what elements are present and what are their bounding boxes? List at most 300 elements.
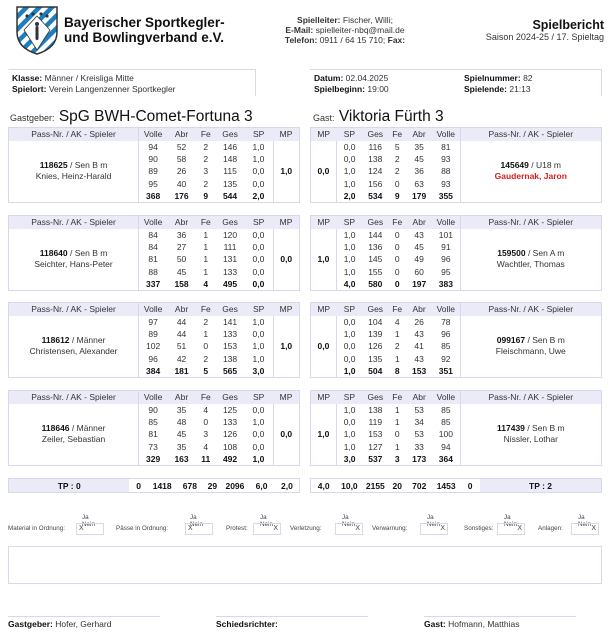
player-cell bbox=[460, 404, 601, 466]
score-cell: 51 bbox=[176, 341, 187, 352]
score-cell: 0,0 bbox=[244, 178, 273, 190]
score-cell: 0,0 bbox=[244, 441, 273, 453]
score-cell: 84 bbox=[139, 241, 168, 253]
player-name: Wachtler, Thomas bbox=[496, 259, 565, 270]
score-cell: 26 bbox=[176, 166, 187, 177]
score-cell: 0,0 bbox=[244, 328, 273, 340]
signature-guest-label: Gast: bbox=[424, 619, 446, 629]
signature-home-value: Hofer, Gerhard bbox=[55, 619, 112, 629]
ja-nein-header: Ja Nein bbox=[82, 514, 95, 528]
score-cell: 73 bbox=[139, 441, 168, 453]
col-sp: SP bbox=[244, 216, 273, 229]
col-ges: Ges bbox=[216, 128, 245, 141]
sum-cell: 565 bbox=[222, 366, 238, 376]
sum-cell: 383 bbox=[432, 278, 460, 290]
table-row bbox=[311, 229, 602, 241]
spielende-value: 21:13 bbox=[509, 84, 531, 94]
match-points: 0,0 bbox=[317, 166, 330, 177]
home-team-points: TP : 0 bbox=[9, 479, 130, 493]
spielbeginn-value: 19:00 bbox=[367, 84, 389, 94]
sum-cell: 0 bbox=[394, 279, 400, 289]
score-cell: 4 bbox=[203, 441, 209, 452]
sum-cell: 173 bbox=[412, 454, 427, 464]
sum-cell: 4 bbox=[203, 279, 209, 289]
check-box[interactable]: X bbox=[253, 523, 281, 535]
sum-cell: 3 bbox=[394, 454, 400, 464]
report-title: Spielbericht bbox=[532, 18, 604, 32]
age-class: / Sen B m bbox=[524, 423, 565, 434]
table-row bbox=[9, 229, 300, 241]
col-abr: Abr bbox=[406, 216, 432, 229]
score-cell: 133 bbox=[222, 266, 238, 277]
sum-cell: 1,0 bbox=[336, 365, 362, 377]
col-fe: Fe bbox=[388, 303, 406, 316]
spielort-value: Verein Langenzenner Sportkegler bbox=[48, 84, 176, 94]
ja-nein-header: Ja Nein bbox=[260, 514, 273, 528]
score-cell: 124 bbox=[368, 166, 383, 177]
pass-number: 118625 bbox=[39, 160, 68, 171]
season-info: Saison 2024-25 / 17. Spieltag bbox=[485, 32, 604, 42]
col-mp: MP bbox=[311, 216, 337, 229]
check-label: Verwarnung: bbox=[372, 525, 408, 532]
score-cell: 36 bbox=[414, 166, 424, 177]
score-cell: 120 bbox=[222, 229, 238, 240]
score-cell: 1 bbox=[203, 266, 209, 277]
spielort-label: Spielort: bbox=[12, 84, 47, 94]
report-title-block bbox=[486, 18, 604, 42]
score-cell: 0 bbox=[394, 242, 400, 253]
home-player-table bbox=[8, 127, 300, 203]
score-cell: 1,0 bbox=[336, 241, 362, 253]
match-time-box bbox=[310, 69, 602, 96]
guest-player-table bbox=[310, 127, 602, 203]
score-cell: 153 bbox=[222, 341, 238, 352]
check-label: Verletzung: bbox=[290, 525, 322, 532]
score-cell: 1,0 bbox=[244, 340, 273, 352]
score-cell: 43 bbox=[414, 353, 424, 364]
check-label: Pässe in Ordnung: bbox=[116, 525, 169, 532]
col-abr: Abr bbox=[167, 128, 196, 141]
score-cell: 60 bbox=[414, 266, 424, 277]
col-player: Pass-Nr. / AK - Spieler bbox=[9, 391, 139, 404]
score-cell: 0 bbox=[203, 341, 209, 352]
col-mp: MP bbox=[311, 303, 337, 316]
score-cell: 4 bbox=[394, 316, 400, 327]
sum-cell: 0,0 bbox=[244, 278, 273, 290]
player-cell bbox=[9, 141, 139, 203]
score-cell: 155 bbox=[368, 266, 383, 277]
match-points: 1,0 bbox=[280, 166, 293, 177]
score-cell: 126 bbox=[222, 429, 238, 440]
spielleiter-value: Fischer, Willi; bbox=[342, 15, 393, 25]
home-total-mp: 2,0 bbox=[281, 480, 293, 491]
table-row bbox=[311, 141, 602, 153]
col-player: Pass-Nr. / AK - Spieler bbox=[9, 303, 139, 316]
col-ges: Ges bbox=[362, 216, 388, 229]
col-ges: Ges bbox=[216, 303, 245, 316]
match-points: 1,0 bbox=[317, 254, 330, 265]
sum-cell: 197 bbox=[412, 279, 427, 289]
score-cell: 58 bbox=[176, 154, 187, 165]
score-cell: 93 bbox=[432, 178, 460, 190]
score-cell: 97 bbox=[139, 316, 168, 328]
player-cell bbox=[460, 316, 601, 378]
sum-cell: 364 bbox=[432, 453, 460, 465]
check-box[interactable]: X bbox=[420, 523, 448, 535]
score-cell: 81 bbox=[432, 141, 460, 153]
score-cell: 1,0 bbox=[336, 178, 362, 190]
col-fe: Fe bbox=[196, 128, 216, 141]
check-label: Anlagen: bbox=[538, 525, 563, 532]
score-cell: 48 bbox=[176, 417, 187, 428]
ja-nein-header: Ja Nein bbox=[190, 514, 203, 528]
score-cell: 0 bbox=[394, 266, 400, 277]
check-label: Sonstiges: bbox=[464, 525, 494, 532]
score-cell: 0,0 bbox=[336, 153, 362, 165]
score-cell: 1 bbox=[394, 404, 400, 415]
check-box[interactable]: X bbox=[571, 523, 599, 535]
home-player-table bbox=[8, 390, 300, 466]
score-cell: 93 bbox=[432, 153, 460, 165]
sum-cell: 580 bbox=[368, 279, 383, 289]
sum-cell: 3,0 bbox=[336, 453, 362, 465]
pass-number: 118640 bbox=[39, 248, 68, 259]
org-line-1: Bayerischer Sportkegler- bbox=[64, 15, 225, 30]
score-cell: 2 bbox=[394, 166, 400, 177]
guest-total-ges: 2155 bbox=[365, 480, 385, 491]
signature-referee bbox=[216, 616, 368, 630]
score-cell: 146 bbox=[222, 141, 238, 152]
ja-nein-header: Ja Nein bbox=[427, 514, 440, 528]
score-cell: 115 bbox=[223, 166, 237, 177]
sum-cell: 2,0 bbox=[244, 190, 273, 202]
sum-cell: 179 bbox=[412, 191, 427, 201]
col-sp: SP bbox=[244, 303, 273, 316]
score-cell: 138 bbox=[368, 154, 383, 165]
spielnummer-label: Spielnummer: bbox=[464, 73, 521, 83]
score-cell: 45 bbox=[176, 266, 187, 277]
score-cell: 1 bbox=[394, 329, 400, 340]
player-name: Zeiler, Sebastian bbox=[41, 434, 106, 445]
pass-number: 145649 bbox=[500, 160, 529, 171]
signature-home bbox=[8, 616, 160, 630]
match-points: 1,0 bbox=[317, 429, 330, 440]
age-class: / Männer bbox=[69, 335, 106, 346]
score-cell: 1 bbox=[203, 254, 209, 265]
sum-cell: 9 bbox=[394, 191, 400, 201]
score-cell: 2 bbox=[203, 178, 209, 189]
player-cell bbox=[9, 229, 139, 291]
score-cell: 0,0 bbox=[244, 241, 273, 253]
score-cell: 0,0 bbox=[244, 165, 273, 177]
score-cell: 1 bbox=[203, 329, 209, 340]
col-abr: Abr bbox=[406, 303, 432, 316]
col-player: Pass-Nr. / AK - Spieler bbox=[460, 216, 601, 229]
score-cell: 125 bbox=[222, 404, 238, 415]
score-cell: 50 bbox=[176, 254, 187, 265]
klasse-value: Männer / Kreisliga Mitte bbox=[44, 73, 134, 83]
score-cell: 53 bbox=[414, 429, 424, 440]
player-cell bbox=[9, 316, 139, 378]
score-cell: 108 bbox=[222, 441, 238, 452]
pass-number: 159500 bbox=[497, 248, 526, 259]
spielbeginn-label: Spielbeginn: bbox=[314, 84, 365, 94]
score-cell: 1,0 bbox=[244, 316, 273, 328]
home-total-volle: 1418 bbox=[152, 480, 172, 491]
score-cell: 2 bbox=[203, 141, 209, 152]
score-cell: 131 bbox=[222, 254, 238, 265]
fax-label: Fax: bbox=[387, 35, 406, 45]
score-cell: 0,0 bbox=[336, 416, 362, 428]
score-cell: 0,0 bbox=[244, 253, 273, 265]
score-cell: 0,0 bbox=[336, 316, 362, 328]
col-volle: Volle bbox=[139, 391, 168, 404]
score-cell: 1,0 bbox=[336, 404, 362, 416]
sum-cell: 337 bbox=[139, 278, 168, 290]
score-cell: 81 bbox=[139, 428, 168, 440]
score-cell: 145 bbox=[368, 254, 383, 265]
pass-number: 117439 bbox=[497, 423, 525, 434]
organization-name bbox=[64, 15, 225, 45]
player-name: Knies, Heinz-Harald bbox=[35, 171, 112, 182]
score-cell: 2 bbox=[394, 341, 400, 352]
score-cell: 2 bbox=[203, 316, 209, 327]
col-ges: Ges bbox=[362, 303, 388, 316]
spielleiter-label: Spielleiter: bbox=[297, 15, 341, 25]
score-cell: 63 bbox=[414, 178, 424, 189]
home-total-sp: 6,0 bbox=[255, 480, 268, 491]
age-class: / Sen A m bbox=[525, 248, 565, 259]
col-mp: MP bbox=[311, 391, 337, 404]
score-cell: 5 bbox=[394, 141, 400, 152]
email-value[interactable]: spielleiter-nbq@mail.de bbox=[315, 25, 405, 35]
guest-team-points: TP : 2 bbox=[480, 479, 601, 493]
score-cell: 92 bbox=[432, 353, 460, 365]
col-mp: MP bbox=[273, 128, 299, 141]
score-cell: 1,0 bbox=[244, 153, 273, 165]
score-cell: 138 bbox=[368, 404, 383, 415]
col-mp: MP bbox=[273, 391, 299, 404]
spielnummer-value: 82 bbox=[523, 73, 533, 83]
home-player-table bbox=[8, 215, 300, 291]
match-points: 0,0 bbox=[317, 341, 330, 352]
score-cell: 0 bbox=[394, 229, 400, 240]
col-mp: MP bbox=[311, 128, 337, 141]
sum-cell: 181 bbox=[174, 366, 189, 376]
spielleiter-contact bbox=[270, 15, 420, 45]
guest-total-volle: 1453 bbox=[436, 480, 456, 491]
col-fe: Fe bbox=[196, 391, 216, 404]
score-cell: 1,0 bbox=[244, 141, 273, 153]
score-cell: 0,0 bbox=[244, 229, 273, 241]
home-team-label: Gastgeber: bbox=[10, 113, 55, 123]
score-cell: 133 bbox=[222, 417, 238, 428]
score-cell: 104 bbox=[368, 316, 383, 327]
score-cell: 95 bbox=[139, 178, 168, 190]
age-class: / Sen B m bbox=[67, 248, 108, 259]
col-fe: Fe bbox=[388, 391, 406, 404]
spielende-label: Spielende: bbox=[464, 84, 507, 94]
sum-cell: 5 bbox=[203, 366, 209, 376]
signature-guest-value: Hofmann, Matthias bbox=[448, 619, 520, 629]
score-cell: 135 bbox=[222, 178, 238, 189]
table-row bbox=[9, 316, 300, 328]
score-cell: 138 bbox=[222, 353, 238, 364]
score-cell: 1,0 bbox=[336, 428, 362, 440]
col-fe: Fe bbox=[388, 128, 406, 141]
score-cell: 148 bbox=[222, 154, 238, 165]
score-cell: 0,0 bbox=[336, 340, 362, 352]
score-cell: 26 bbox=[414, 316, 424, 327]
score-cell: 81 bbox=[139, 253, 168, 265]
sum-cell: 384 bbox=[139, 365, 168, 377]
table-row bbox=[311, 404, 602, 416]
col-player: Pass-Nr. / AK - Spieler bbox=[460, 303, 601, 316]
score-cell: 90 bbox=[139, 153, 168, 165]
age-class: / Sen B m bbox=[67, 160, 108, 171]
score-cell: 85 bbox=[432, 340, 460, 352]
match-points: 1,0 bbox=[280, 341, 293, 352]
sum-cell: 1,0 bbox=[244, 453, 273, 465]
col-ges: Ges bbox=[216, 391, 245, 404]
guest-team-label: Gast: bbox=[313, 113, 335, 123]
score-cell: 33 bbox=[414, 441, 424, 452]
signature-home-label: Gastgeber: bbox=[8, 619, 53, 629]
score-cell: 45 bbox=[414, 242, 424, 253]
home-total-abr: 678 bbox=[182, 480, 197, 491]
guest-player-table bbox=[310, 302, 602, 378]
col-sp: SP bbox=[336, 391, 362, 404]
home-total-zero: 0 bbox=[136, 480, 141, 491]
player-name: Nissler, Lothar bbox=[503, 434, 558, 445]
sum-cell: 355 bbox=[432, 190, 460, 202]
score-cell: 0,0 bbox=[244, 266, 273, 278]
age-class: / Männer bbox=[69, 423, 106, 434]
col-abr: Abr bbox=[167, 303, 196, 316]
col-volle: Volle bbox=[139, 128, 168, 141]
score-cell: 153 bbox=[368, 429, 383, 440]
sum-cell: 544 bbox=[222, 191, 238, 201]
player-name: Fleischmann, Uwe bbox=[495, 346, 566, 357]
score-cell: 0,0 bbox=[244, 428, 273, 440]
check-box[interactable]: X bbox=[497, 523, 525, 535]
sum-cell: 158 bbox=[174, 279, 189, 289]
score-cell: 1 bbox=[203, 229, 209, 240]
home-totals bbox=[8, 478, 300, 493]
sum-cell: 176 bbox=[174, 191, 189, 201]
sum-cell: 504 bbox=[368, 366, 383, 376]
guest-player-table bbox=[310, 215, 602, 291]
score-cell: 144 bbox=[368, 229, 383, 240]
score-cell: 43 bbox=[414, 229, 424, 240]
score-cell: 100 bbox=[432, 428, 460, 440]
score-cell: 35 bbox=[176, 441, 187, 452]
col-volle: Volle bbox=[432, 216, 460, 229]
score-cell: 2 bbox=[394, 154, 400, 165]
score-cell: 94 bbox=[432, 441, 460, 453]
score-cell: 35 bbox=[414, 141, 424, 152]
table-row bbox=[9, 404, 300, 416]
pass-number: 118646 bbox=[41, 423, 70, 434]
score-cell: 95 bbox=[432, 266, 460, 278]
guest-total-zero: 0 bbox=[467, 480, 473, 491]
score-cell: 0 bbox=[203, 417, 209, 428]
col-player: Pass-Nr. / AK - Spieler bbox=[9, 216, 139, 229]
ja-nein-header: Ja Nein bbox=[504, 514, 517, 528]
player-name: Gaudernak, Jaron bbox=[494, 171, 567, 182]
score-cell: 36 bbox=[176, 229, 187, 240]
score-cell: 126 bbox=[368, 341, 383, 352]
col-mp: MP bbox=[273, 303, 299, 316]
sum-cell: 8 bbox=[394, 366, 400, 376]
home-total-fe: 29 bbox=[207, 480, 218, 491]
col-abr: Abr bbox=[406, 128, 432, 141]
telefon-value: 0911 / 64 15 710; bbox=[319, 35, 386, 45]
score-cell: 88 bbox=[139, 266, 168, 278]
match-class-box bbox=[8, 69, 256, 96]
score-cell: 1,0 bbox=[244, 416, 273, 428]
score-cell: 44 bbox=[176, 316, 187, 327]
col-player: Pass-Nr. / AK - Spieler bbox=[9, 128, 139, 141]
score-cell: 1,0 bbox=[336, 266, 362, 278]
check-box[interactable]: X bbox=[335, 523, 363, 535]
col-volle: Volle bbox=[432, 303, 460, 316]
score-cell: 2 bbox=[203, 353, 209, 364]
col-sp: SP bbox=[244, 128, 273, 141]
score-cell: 85 bbox=[432, 404, 460, 416]
col-abr: Abr bbox=[406, 391, 432, 404]
col-volle: Volle bbox=[432, 128, 460, 141]
score-cell: 139 bbox=[368, 329, 383, 340]
home-team-title bbox=[10, 108, 253, 126]
sum-cell: 2,0 bbox=[336, 190, 362, 202]
sum-cell: 368 bbox=[139, 190, 168, 202]
ja-nein-header: Ja Nein bbox=[342, 514, 355, 528]
score-cell: 1,0 bbox=[336, 441, 362, 453]
guest-team-name: Viktoria Fürth 3 bbox=[338, 108, 444, 125]
sum-cell: 11 bbox=[201, 454, 211, 464]
player-cell bbox=[460, 141, 601, 203]
check-label: Material in Ordnung: bbox=[8, 525, 66, 532]
col-sp: SP bbox=[244, 391, 273, 404]
sum-cell: 495 bbox=[222, 279, 238, 289]
col-mp: MP bbox=[273, 216, 299, 229]
score-cell: 35 bbox=[176, 404, 187, 415]
check-box[interactable]: X bbox=[185, 523, 213, 535]
guest-total-mp: 4,0 bbox=[317, 480, 330, 491]
player-cell bbox=[460, 229, 601, 291]
klasse-label: Klasse: bbox=[12, 73, 43, 83]
score-cell: 133 bbox=[222, 329, 238, 340]
score-cell: 27 bbox=[176, 242, 187, 253]
remarks-field[interactable] bbox=[8, 546, 602, 584]
home-player-table bbox=[8, 302, 300, 378]
score-cell: 85 bbox=[139, 416, 168, 428]
match-points: 0,0 bbox=[280, 429, 293, 440]
col-player: Pass-Nr. / AK - Spieler bbox=[460, 391, 601, 404]
score-cell: 1,0 bbox=[244, 353, 273, 365]
sum-cell: 9 bbox=[203, 191, 209, 201]
guest-total-abr: 702 bbox=[412, 480, 427, 491]
sum-cell: 534 bbox=[368, 191, 383, 201]
score-cell: 44 bbox=[176, 329, 187, 340]
score-cell: 0,0 bbox=[336, 353, 362, 365]
check-box[interactable]: X bbox=[76, 523, 104, 535]
col-ges: Ges bbox=[362, 391, 388, 404]
score-cell: 89 bbox=[139, 165, 168, 177]
score-cell: 52 bbox=[176, 141, 187, 152]
col-sp: SP bbox=[336, 128, 362, 141]
